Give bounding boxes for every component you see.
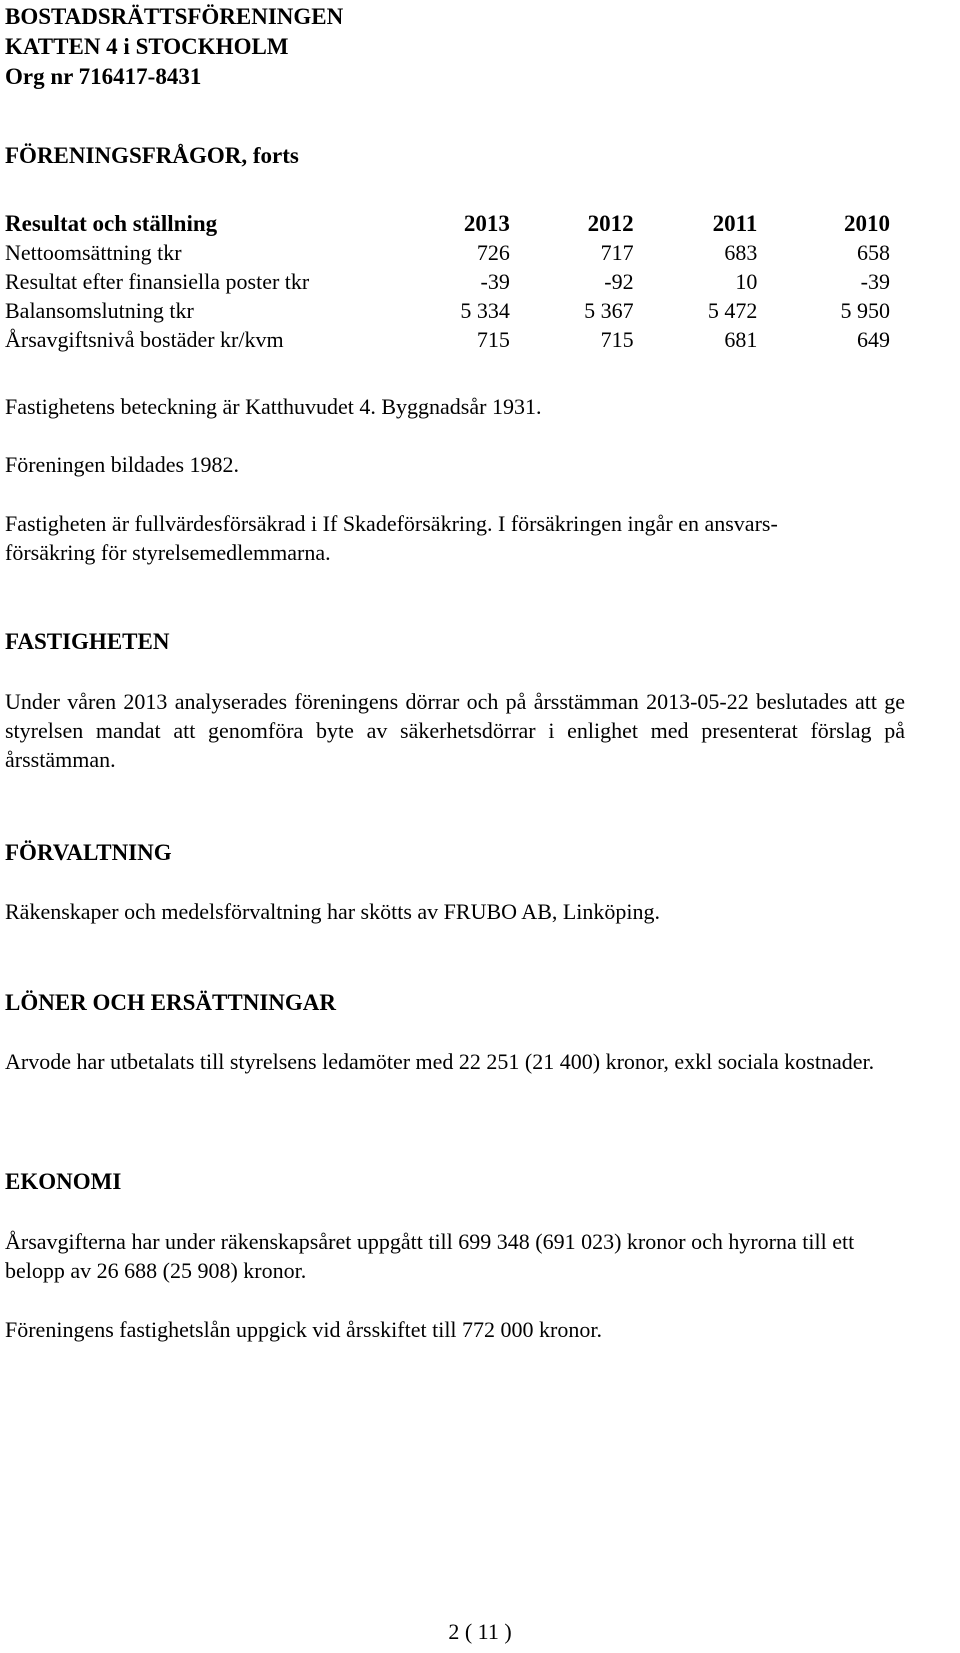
association-location: KATTEN 4 i STOCKHOLM <box>5 34 289 59</box>
loner-text: Arvode har utbetalats till styrelsens ledamöter med 22 251 (21 400) kronor, exkl sociala kostnader. <box>5 1049 875 1074</box>
row-value: 10 <box>735 269 758 294</box>
table-row <box>5 325 890 354</box>
row-value: 649 <box>856 327 890 352</box>
row-value: 681 <box>724 327 758 352</box>
row-value: 5 334 <box>460 298 510 323</box>
row-value: -92 <box>604 269 634 294</box>
row-value: 658 <box>856 240 890 265</box>
founded-text: Föreningen bildades 1982. <box>5 452 240 477</box>
section-title-foreningsfragor: FÖRENINGSFRÅGOR, forts <box>5 143 299 168</box>
row-value: -39 <box>480 269 510 294</box>
table-row <box>5 296 890 325</box>
year-header: 2013 <box>463 211 510 236</box>
row-label: Balansomslutning tkr <box>5 298 194 323</box>
ekonomi-text-loans: Föreningens fastighetslån uppgick vid årsskiftet till 772 000 kronor. <box>5 1317 602 1342</box>
row-value: 5 472 <box>707 298 758 323</box>
row-value: 717 <box>600 240 634 265</box>
row-label: Nettoomsättning tkr <box>5 240 182 265</box>
section-title-loner: LÖNER OCH ERSÄTTNINGAR <box>5 990 336 1015</box>
forvaltning-text: Räkenskaper och medelsförvaltning har skötts av FRUBO AB, Linköping. <box>5 899 661 924</box>
results-header-row <box>5 209 890 238</box>
property-designation-text: Fastighetens beteckning är Katthuvudet 4. Byggnadsår 1931. <box>5 394 542 419</box>
row-value: 683 <box>724 240 758 265</box>
section-title-forvaltning: FÖRVALTNING <box>5 840 172 865</box>
year-header: 2012 <box>587 211 634 236</box>
row-label: Årsavgiftsnivå bostäder kr/kvm <box>5 327 284 352</box>
row-label: Resultat efter finansiella poster tkr <box>5 269 310 294</box>
table-row <box>5 267 890 296</box>
row-value: 5 950 <box>840 298 890 323</box>
row-value: 715 <box>476 327 510 352</box>
results-table <box>5 209 890 354</box>
year-header: 2010 <box>843 211 890 236</box>
row-value: -39 <box>860 269 890 294</box>
insurance-line: Fastigheten är fullvärdesförsäkrad i If Skadeförsäkring. I försäkringen ingår en ansvars- <box>5 511 778 536</box>
results-header-label: Resultat och ställning <box>5 211 218 236</box>
row-value: 726 <box>476 240 510 265</box>
document-header <box>5 2 343 92</box>
section-title-fastigheten: FASTIGHETEN <box>5 629 170 654</box>
row-value: 715 <box>600 327 634 352</box>
ekonomi-text-fees: Årsavgifterna har under räkenskapsåret uppgått till 699 348 (691 023) kronor och hyrorna till ett belopp av 26 688 (25 908) kronor. <box>5 1229 855 1283</box>
section-title-ekonomi: EKONOMI <box>5 1169 122 1194</box>
table-row <box>5 238 890 267</box>
insurance-text <box>5 509 905 567</box>
page-number: 2 ( 11 ) <box>448 1619 512 1644</box>
association-name: BOSTADSRÄTTSFÖRENINGEN <box>5 4 344 29</box>
fastigheten-text: Under våren 2013 analyserades föreningens dörrar och på årsstämman 2013-05-22 beslutades att ge styrelsen mandat att genomföra byte av säkerhetsdörrar i enlighet med presenterat förslag på årsstämman. <box>5 689 905 772</box>
org-number: Org nr 716417-8431 <box>5 64 202 89</box>
row-value: 5 367 <box>584 298 634 323</box>
insurance-line: försäkring för styrelsemedlemmarna. <box>5 540 331 565</box>
year-header: 2011 <box>712 211 758 236</box>
